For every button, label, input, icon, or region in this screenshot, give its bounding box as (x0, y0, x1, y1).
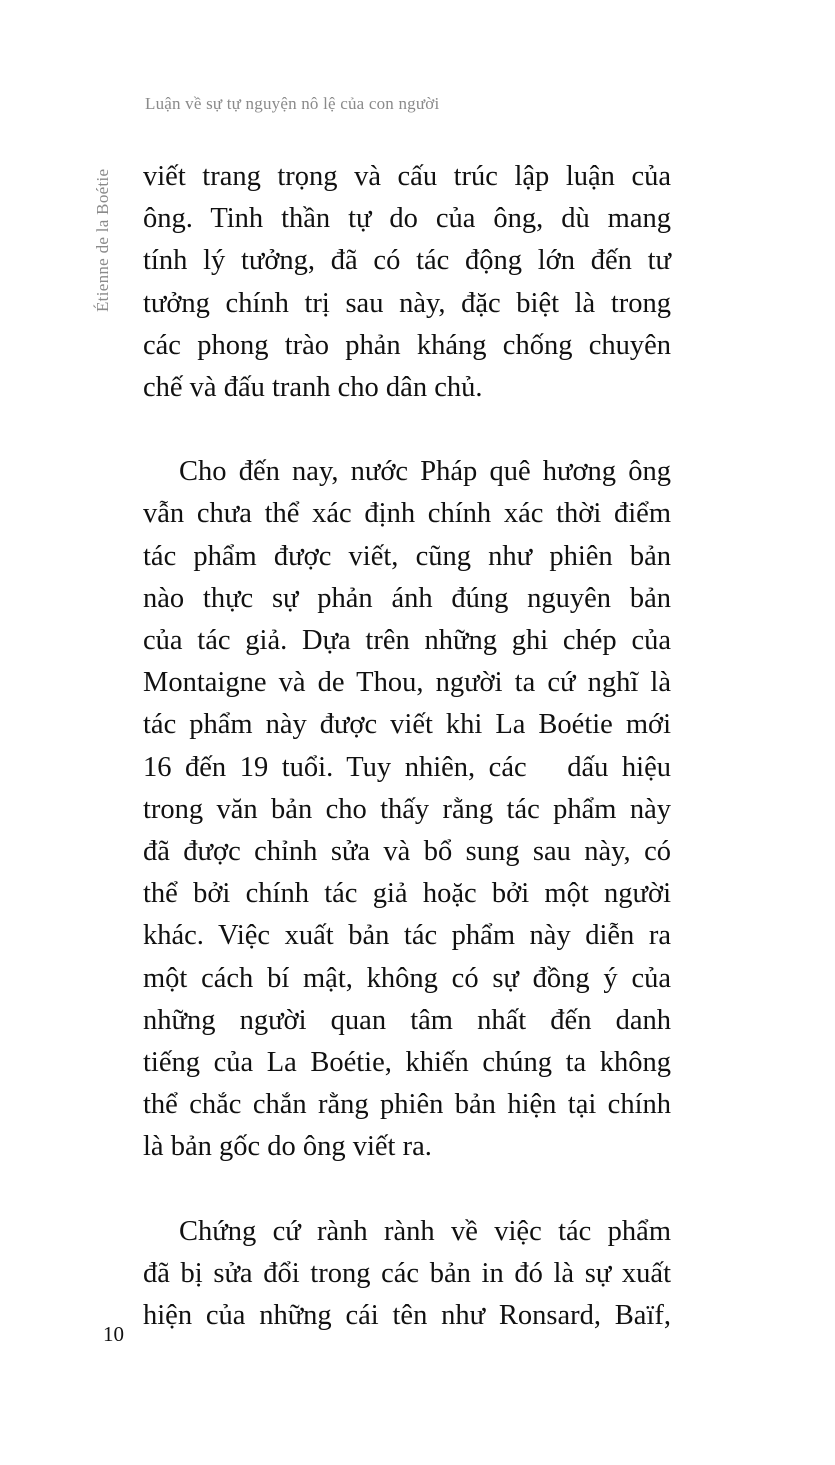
text-line: một cách bí mật, không có sự đồng ý của (143, 962, 671, 994)
text-line: Montaigne và de Thou, người ta cứ nghĩ là (143, 667, 671, 699)
text-line: Chứng cứ rành rành về việc tác phẩm (179, 1215, 671, 1247)
text-line: khác. Việc xuất bản tác phẩm này diễn ra (143, 920, 671, 952)
text-line: tiếng của La Boétie, khiến chúng ta không (143, 1047, 671, 1079)
text-line: trong văn bản cho thấy rằng tác phẩm này (143, 793, 671, 825)
side-author-name: Étienne de la Boétie (93, 168, 112, 312)
text-line: thể chắc chắn rằng phiên bản hiện tại chính (143, 1089, 671, 1121)
text-line: tác phẩm này được viết khi La Boétie mới (143, 709, 671, 741)
body-text (143, 156, 671, 1337)
text-line: Cho đến nay, nước Pháp quê hương ông (179, 456, 671, 488)
text-line: đã bị sửa đổi trong các bản in đó là sự xuất (143, 1257, 671, 1289)
text-line: tưởng chính trị sau này, đặc biệt là trong (143, 287, 671, 319)
text-line: chế và đấu tranh cho dân chủ. (143, 372, 483, 404)
text-line: thể bởi chính tác giả hoặc bởi một người (143, 878, 671, 910)
text-line: nào thực sự phản ánh đúng nguyên bản (143, 582, 671, 614)
page-number: 10 (103, 1322, 124, 1346)
text-line: những người quan tâm nhất đến danh (143, 1004, 671, 1036)
text-line: viết trang trọng và cấu trúc lập luận của (143, 161, 671, 192)
text-line: của tác giả. Dựa trên những ghi chép của (143, 625, 671, 657)
text-line: các phong trào phản kháng chống chuyên (143, 329, 671, 361)
text-line: đã được chỉnh sửa và bổ sung sau này, có (143, 836, 671, 868)
text-line: 16 đến 19 tuổi. Tuy nhiên, các dấu hiệu (143, 751, 671, 783)
text-line: tác phẩm được viết, cũng như phiên bản (143, 540, 671, 572)
text-line: ông. Tinh thần tự do của ông, dù mang (143, 203, 671, 235)
paragraph-2 (143, 451, 671, 1168)
paragraph-3 (143, 1211, 671, 1338)
text-line: vẫn chưa thể xác định chính xác thời điểm (143, 498, 671, 530)
running-header-title: Luận về sự tự nguyện nô lệ của con người (145, 94, 440, 113)
text-line: là bản gốc do ông viết ra. (143, 1131, 432, 1163)
paragraph-1 (143, 156, 671, 409)
text-line: tính lý tưởng, đã có tác động lớn đến tư (143, 245, 671, 277)
text-line: hiện của những cái tên như Ronsard, Baïf, (143, 1300, 671, 1332)
